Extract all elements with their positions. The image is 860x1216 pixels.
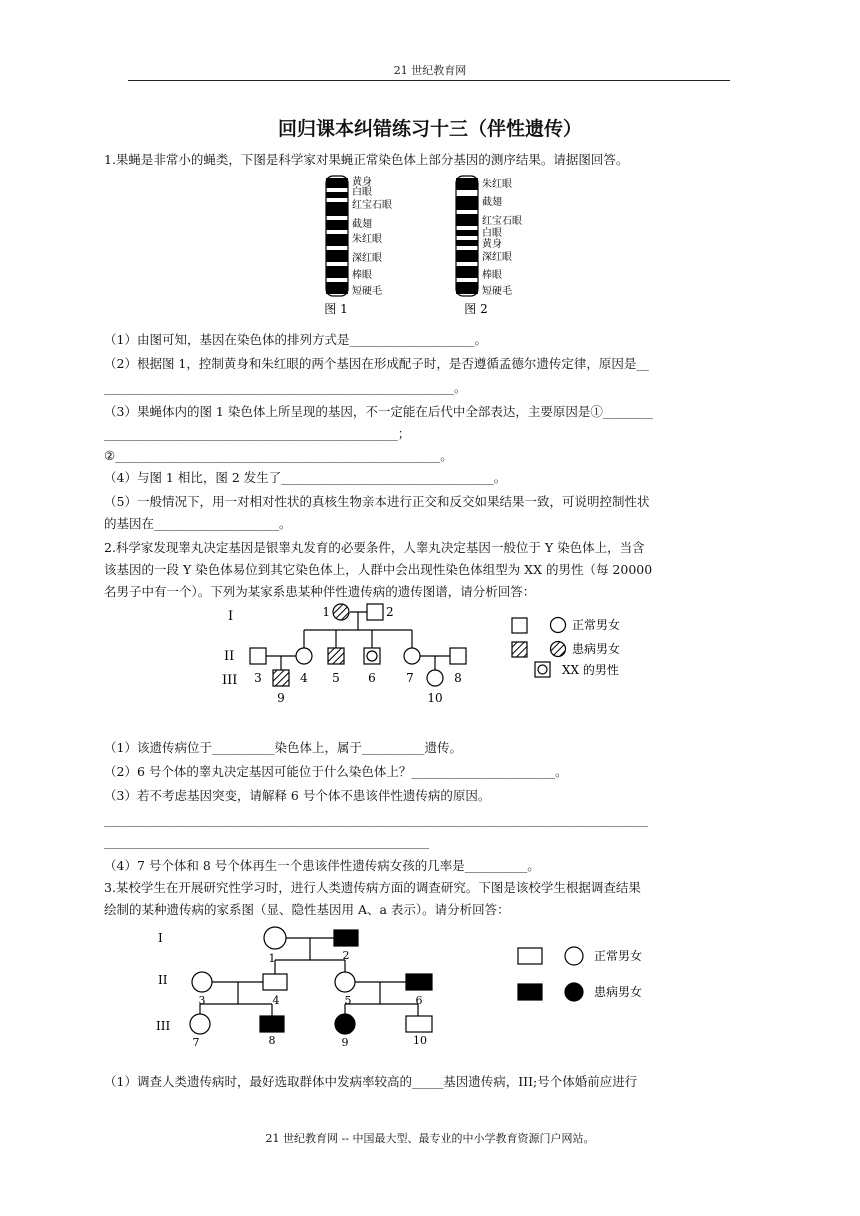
legend-affected-female [565,983,583,1001]
q1-part3-blank-1: _______________________________________________； [104,426,411,441]
fig1-gene: 棒眼 [352,270,372,281]
legend-affected-male [512,642,527,657]
generation-label: II [224,649,235,664]
individual-id: 4 [300,671,308,685]
q1-intro: 1.果蝇是非常小的蝇类，下图是科学家对果蝇正常染色体上部分基因的测序结果。请据图回答。 [104,152,629,167]
q2-part3-blank-1: _______________________________________________________________________________________ [104,812,648,827]
individual-8 [450,648,466,664]
individual-4 [263,974,287,990]
fig1-gene: 深红眼 [352,253,382,264]
individual-9 [335,1014,355,1034]
individual-id: 5 [332,671,340,685]
q3-part1: （1）调查人类遗传病时，最好选取群体中发病率较高的_____基因遗传病，III;号个体婚前应进行 [104,1074,638,1089]
individual-3 [192,972,212,992]
q1-part3: （3）果蝇体内的图 1 染色体上所呈现的基因，不一定能在后代中全部表达，主要原因是①________ [104,404,653,419]
individual-2 [334,930,358,946]
page-title: 回归课本纠错练习十三（伴性遗传） [277,118,582,140]
individual-id: 9 [341,1036,349,1049]
individual-id: 2 [342,949,350,962]
individual-id: 1 [322,605,330,619]
q1-part5: （5）一般情况下，用一对相对性状的真核生物亲本进行正交和反交如果结果一致，可说明控制性状 [104,494,650,509]
generation-label: III [222,673,238,688]
individual-id: 3 [254,671,262,685]
chromosome-figure [300,170,560,320]
individual-5 [328,648,344,664]
chromosome-1 [326,176,348,296]
individual-8 [260,1016,284,1032]
pedigree-1 [200,598,660,710]
individual-id: 8 [268,1034,276,1047]
legend-label: 正常男女 [572,618,621,632]
individual-5 [335,972,355,992]
fig1-gene: 红宝石眼 [352,200,392,211]
individual-1 [264,927,286,949]
q2-part2: （2）6 号个体的睾丸决定基因可能位于什么染色体上？_______________________。 [104,764,568,779]
pedigree-2 [150,920,670,1052]
fig1-gene: 黄身 [352,177,372,188]
fig2-gene: 红宝石眼 [482,216,522,227]
q1-part2-blank: ________________________________________________________。 [104,380,467,395]
fig2-gene: 白眼 [482,228,502,239]
generation-label: III [156,1019,171,1033]
individual-6 [406,974,432,990]
fig2-label: 图 2 [464,302,488,316]
individual-id: 6 [415,994,423,1007]
individual-id: 7 [406,671,414,685]
individual-id: 7 [192,1036,200,1049]
q2-part3: （3）若不考虑基因突变，请解释 6 号个体不患该伴性遗传病的原因。 [104,788,491,803]
individual-10 [406,1016,432,1032]
individual-1 [333,604,349,620]
individual-3 [250,648,266,664]
individual-id: 10 [427,691,443,705]
individual-id: 1 [268,952,276,965]
individual-id: 8 [454,671,462,685]
fig1-gene: 朱红眼 [352,234,382,245]
legend-label: 患病男女 [572,642,621,656]
legend-normal-female [565,947,583,965]
legend-affected-male [518,984,542,1000]
fig1-label: 图 1 [324,302,348,316]
individual-id: 9 [277,691,285,705]
fig1-gene: 截翅 [352,219,372,230]
legend-label: XX 的男性 [562,663,619,677]
q1-part3-blank-2: ②____________________________________________________。 [104,448,453,463]
fig2-gene: 朱红眼 [482,179,512,190]
q3-intro-1: 3.某校学生在开展研究性学习时，进行人类遗传病方面的调查研究。下图是该校学生根据调查结果 [104,880,641,895]
fig2-gene: 截翅 [482,197,502,208]
legend-affected-female [551,642,566,657]
fig2-gene: 黄身 [482,239,502,250]
q2-intro-3: 名男子中有一个）。下列为某家系患某种伴性遗传病的遗传图谱，请分析回答： [104,584,536,599]
individual-id: 4 [272,994,280,1007]
fig2-gene: 短硬毛 [482,286,512,297]
page-footer: 21 世纪教育网 -- 中国最大型、最专业的中小学教育资源门户网站。 [265,1132,595,1145]
individual-2 [367,604,383,620]
fig2-gene: 棒眼 [482,270,502,281]
individual-id: 3 [198,994,206,1007]
individual-4 [296,648,312,664]
q1-part2: （2）根据图 1，控制黄身和朱红眼的两个基因在形成配子时，是否遵循孟德尔遗传定律，原因是__ [104,356,649,371]
fig2-gene: 深红眼 [482,252,512,263]
legend-normal-female [551,618,566,633]
q1-part4: （4）与图 1 相比，图 2 发生了__________________________________。 [104,470,507,485]
legend-label: 正常男女 [594,949,643,963]
legend-normal-male [512,618,527,633]
individual-id: 6 [368,671,376,685]
individual-id: 10 [413,1034,427,1047]
q2-intro-2: 该基因的一段 Y 染色体易位到其它染色体上，人群中会出现性染色体组型为 XX 的男性（每 20000 [104,562,653,577]
page-header: 21 世纪教育网 [393,64,467,77]
q2-intro-1: 2.科学家发现睾丸决定基因是银睾丸发育的必要条件，人睾丸决定基因一般位于 Y 染色体上，当含 [104,540,645,555]
individual-id: 2 [386,605,394,619]
q2-part4: （4）7 号个体和 8 号个体再生一个患该伴性遗传病女孩的几率是__________。 [104,858,540,873]
generation-label: II [158,973,168,987]
q1-part5-blank: 的基因在____________________。 [104,516,292,531]
fig1-gene: 白眼 [352,187,372,198]
individual-10 [427,670,443,686]
individual-id: 5 [344,994,352,1007]
individual-7 [190,1014,210,1034]
header-divider [128,80,730,81]
generation-label: I [228,609,234,624]
chromosome-2 [456,176,478,296]
fig1-gene: 短硬毛 [352,286,382,297]
individual-7 [404,648,420,664]
q3-intro-2: 绘制的某种遗传病的家系图（显、隐性基因用 A、a 表示）。请分析回答： [104,902,510,917]
legend-normal-male [518,948,542,964]
individual-9 [273,670,289,686]
q1-part1: （1）由图可知，基因在染色体的排列方式是____________________。 [104,332,487,347]
q2-part1: （1）该遗传病位于__________染色体上，属于__________遗传。 [104,740,462,755]
q2-part3-blank-2: ____________________________________________________ [104,834,429,849]
legend-label: 患病男女 [594,985,643,999]
generation-label: I [158,931,163,945]
